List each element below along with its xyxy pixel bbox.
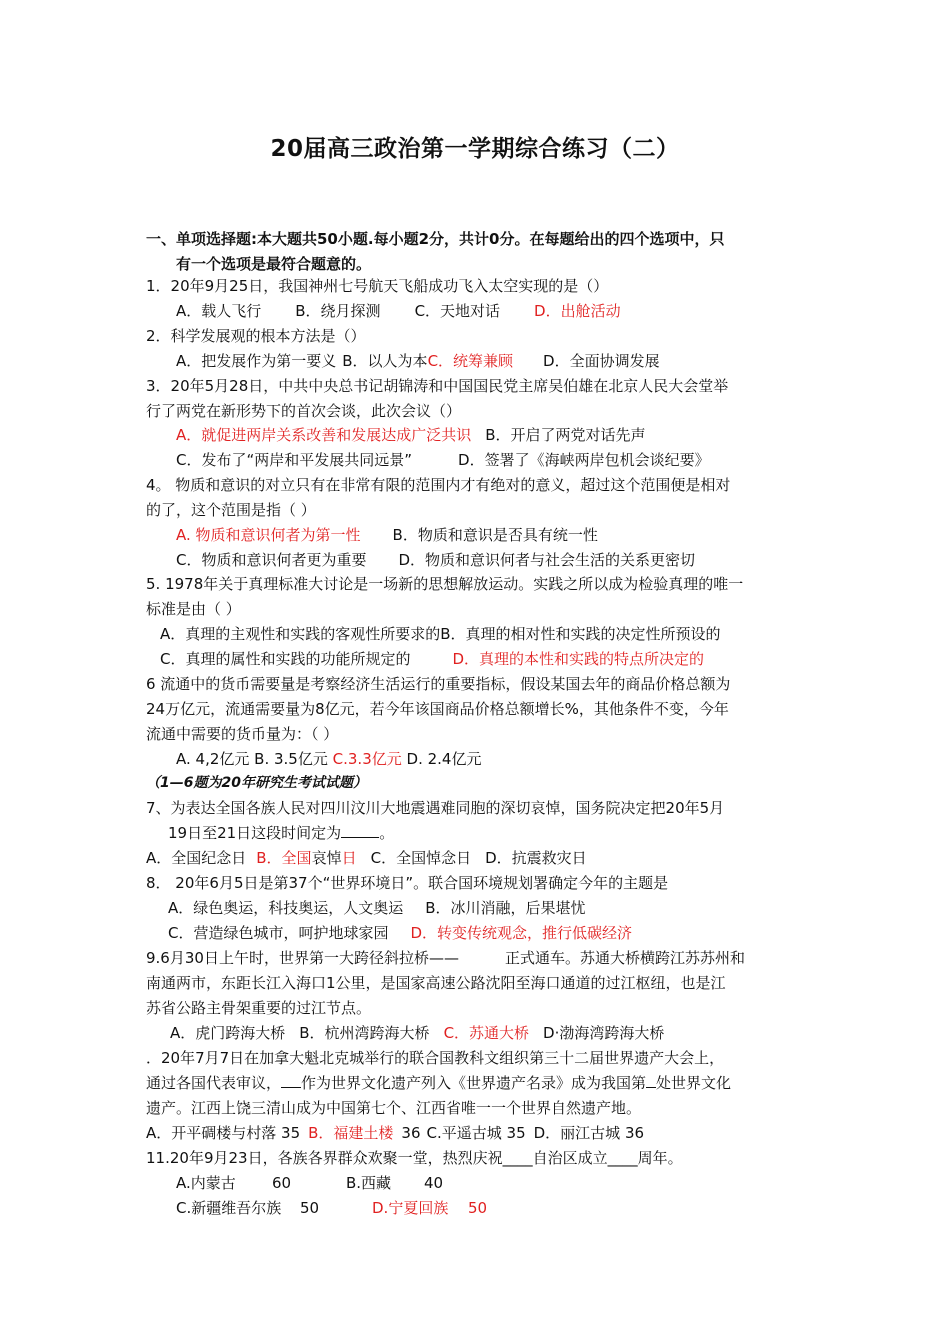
q7-option-d: D．抗震救灾日 (485, 849, 587, 867)
q11-stem: 11.20年9月23日，各族各界群众欢聚一堂，热烈庆祝____自治区成立____周年。 (146, 1149, 683, 1167)
q3-option-c: C．发布了“两岸和平发展共同远景” (176, 451, 413, 469)
q1-option-b: B．绕月探测 (295, 302, 381, 320)
q4-option-b: B．物质和意识是否具有统一性 (392, 526, 598, 544)
q4-stem-line1: 4。 物质和意识的对立只有在非常有限的范围内才有绝对的意义，超过这个范围便是相对 (146, 476, 731, 494)
q9-stem-part1: 9.6月30日上午时，世界第一大跨径斜拉桥—— (146, 949, 459, 967)
q11-option-c-number: 50 (300, 1199, 320, 1217)
q2-option-d: D．全面协调发展 (543, 352, 660, 370)
q10-stem-line2 (146, 1071, 731, 1096)
q10-option-b-answer: B．福建土楼 (308, 1124, 394, 1142)
q10-option-d: D．丽江古城 36 (533, 1124, 645, 1142)
q8-option-a: A．绿色奥运，科技奥运，人文奥运 (168, 899, 404, 917)
q9-option-c-answer: C．苏通大桥 (443, 1024, 530, 1042)
q10-stem-part2: 作为世界文化遗产列入《世界遗产名录》成为我国第 (301, 1074, 647, 1092)
section-heading-line2: 有一个选项是最符合题意的。 (176, 255, 372, 273)
q5-option-c: C．真理的属性和实践的功能所规定的 (160, 650, 411, 668)
q8-stem: 8． 20年6月5日是第37个“世界环境日”。联合国环境规划署确定今年的主题是 (146, 874, 669, 892)
q6-options (176, 747, 481, 772)
q11-option-a-number: 60 (272, 1174, 292, 1192)
q6-option-d: D. 2.4亿元 (406, 750, 482, 768)
q3-stem-line1: 3．20年5月28日，中共中央总书记胡锦涛和中国国民党主席吴伯雄在北京人民大会堂举 (146, 377, 729, 395)
section-heading-line1: 一、单项选择题:本大题共50小题.每小题2分，共计0分。在每题给出的四个选项中，只 (146, 230, 725, 248)
q7-stem-line2 (168, 821, 394, 846)
q5-options-row2 (160, 647, 704, 672)
q10-option-c: C.平遥古城 35 (426, 1124, 526, 1142)
q7-option-b-answer: B．全国哀悼日 (256, 849, 357, 867)
q5-option-b: B．真理的相对性和实践的决定性所预设的 (440, 625, 721, 643)
q4-option-c: C．物质和意识何者更为重要 (176, 551, 367, 569)
q10-stem-line3: 遗产。江西上饶三清山成为中国第七个、江西省唯一一个世界自然遗产地。 (146, 1099, 642, 1117)
q11-options-row1 (176, 1171, 443, 1196)
q7-option-a: A．全国纪念日 (146, 849, 247, 867)
q10-stem-part1: 通过各国代表审议， (146, 1074, 282, 1092)
q3-option-d: D．签署了《海峡两岸包机会谈纪要》 (458, 451, 710, 469)
q10-options (146, 1121, 644, 1146)
q6-option-c-answer: C.3.3亿元 (332, 750, 402, 768)
q5-options-row1 (160, 622, 721, 647)
q10-option-a: A．开平碉楼与村落 35 (146, 1124, 301, 1142)
q9-stem-line3: 苏省公路主骨架重要的过江节点。 (146, 999, 372, 1017)
q3-stem-line2: 行了两党在新形势下的首次会谈，此次会议（） (146, 402, 462, 420)
q10-blank-2 (646, 1073, 656, 1088)
q9-option-a: A．虎门跨海大桥 (170, 1024, 286, 1042)
q2-option-a: A．把发展作为第一要义 (176, 352, 337, 370)
q5-option-d-answer: D．真理的本性和实践的特点所决定的 (452, 650, 705, 668)
q2-option-c-answer: C．统筹兼顾 (427, 352, 514, 370)
q1-option-a: A．载人飞行 (176, 302, 262, 320)
q11-option-c: C.新疆维吾尔族 (176, 1199, 282, 1217)
q2-option-b: B．以人为本 (342, 352, 428, 370)
q6-option-b: B. 3.5亿元 (254, 750, 328, 768)
q3-option-a-answer: A．就促进两岸关系改善和发展达成广泛共识 (176, 426, 472, 444)
q2-stem: 2．科学发展观的根本方法是（） (146, 327, 366, 345)
q5-stem-line1: 5. 1978年关于真理标准大讨论是一场新的思想解放运动。实践之所以成为检验真理的唯一 (146, 575, 744, 593)
q7-stem-end: 。 (379, 824, 395, 842)
q5-stem-line2: 标准是由（ ） (146, 600, 241, 618)
q6-stem-line3: 流通中需要的货币量为：（ ） (146, 725, 339, 743)
q1-stem: 1．20年9月25日，我国神州七号航天飞船成功飞入太空实现的是（） (146, 277, 609, 295)
q3-option-b: B．开启了两党对话先声 (485, 426, 646, 444)
q8-options-row1 (168, 896, 586, 921)
q9-option-d: D·渤海湾跨海大桥 (543, 1024, 665, 1042)
q4-option-d: D．物质和意识何者与社会生活的关系更密切 (398, 551, 696, 569)
q5-option-a: A．真理的主观性和实践的客观性所要求的 (160, 625, 441, 643)
q11-option-d-answer: D.宁夏回族 (372, 1199, 449, 1217)
q1-option-c: C．天地对话 (414, 302, 501, 320)
q3-options-row2 (176, 448, 710, 473)
q10-stem-part3: 处世界文化 (656, 1074, 732, 1092)
q11-option-d-number: 50 (468, 1199, 488, 1217)
q11-options-row2 (176, 1196, 487, 1221)
q8-options-row2 (168, 921, 632, 946)
q4-options-row1 (176, 523, 598, 548)
q10-stem-line1: ．20年7月7日在加拿大魁北克城举行的联合国教科文组织第三十二届世界遗产大会上， (146, 1049, 725, 1067)
q10-blank-1 (281, 1073, 301, 1088)
q4-stem-line2: 的了，这个范围是指（ ） (146, 501, 316, 519)
q11-option-b: B.西藏 (346, 1174, 392, 1192)
q7-stem-line1: 7、为表达全国各族人民对四川汶川大地震遇难同胞的深切哀悼，国务院决定把20年5月 (146, 799, 725, 817)
q4-option-a-answer: A. 物质和意识何者为第一性 (176, 526, 361, 544)
q11-option-b-number: 40 (424, 1174, 444, 1192)
q8-option-d-answer: D．转变传统观念，推行低碳经济 (410, 924, 633, 942)
q10-option-b-number: 36 (401, 1124, 421, 1142)
q6-stem-line1: 6 流通中的货币需要量是考察经济生活运行的重要指标，假设某国去年的商品价格总额为 (146, 675, 731, 693)
q9-stem-line1 (146, 946, 745, 971)
q11-option-a: A.内蒙古 (176, 1174, 236, 1192)
q9-stem-line2: 南通两市，东距长江入海口1公里，是国家高速公路沈阳至海口通道的过江枢纽，也是江 (146, 974, 726, 992)
q7-option-c: C．全国悼念日 (370, 849, 472, 867)
q6-option-a: A. 4,2亿元 (176, 750, 250, 768)
q9-stem-part2: 正式通车。苏通大桥横跨江苏苏州和 (504, 949, 745, 967)
q4-options-row2 (176, 548, 695, 573)
q7-blank (341, 823, 379, 838)
q9-option-b: B．杭州湾跨海大桥 (299, 1024, 430, 1042)
q9-options (170, 1021, 664, 1046)
q3-options-row1 (176, 423, 646, 448)
q7-options (146, 846, 587, 871)
q1-option-d-answer: D．出舱活动 (534, 302, 621, 320)
q1-options (176, 299, 621, 324)
q6-stem-line2: 24万亿元，流通需要量为8亿元，若今年该国商品价格总额增长%，其他条件不变，今年 (146, 700, 729, 718)
source-note: （1—6题为20年研究生考试试题） (146, 775, 367, 791)
q2-options (176, 349, 660, 374)
q8-option-b: B．冰川消融，后果堪忧 (425, 899, 586, 917)
page-title: 20届高三政治第一学期综合练习（二） (270, 136, 680, 162)
q7-stem-text: 19日至21日这段时间定为 (168, 824, 342, 842)
q8-option-c: C．营造绿色城市，呵护地球家园 (168, 924, 389, 942)
